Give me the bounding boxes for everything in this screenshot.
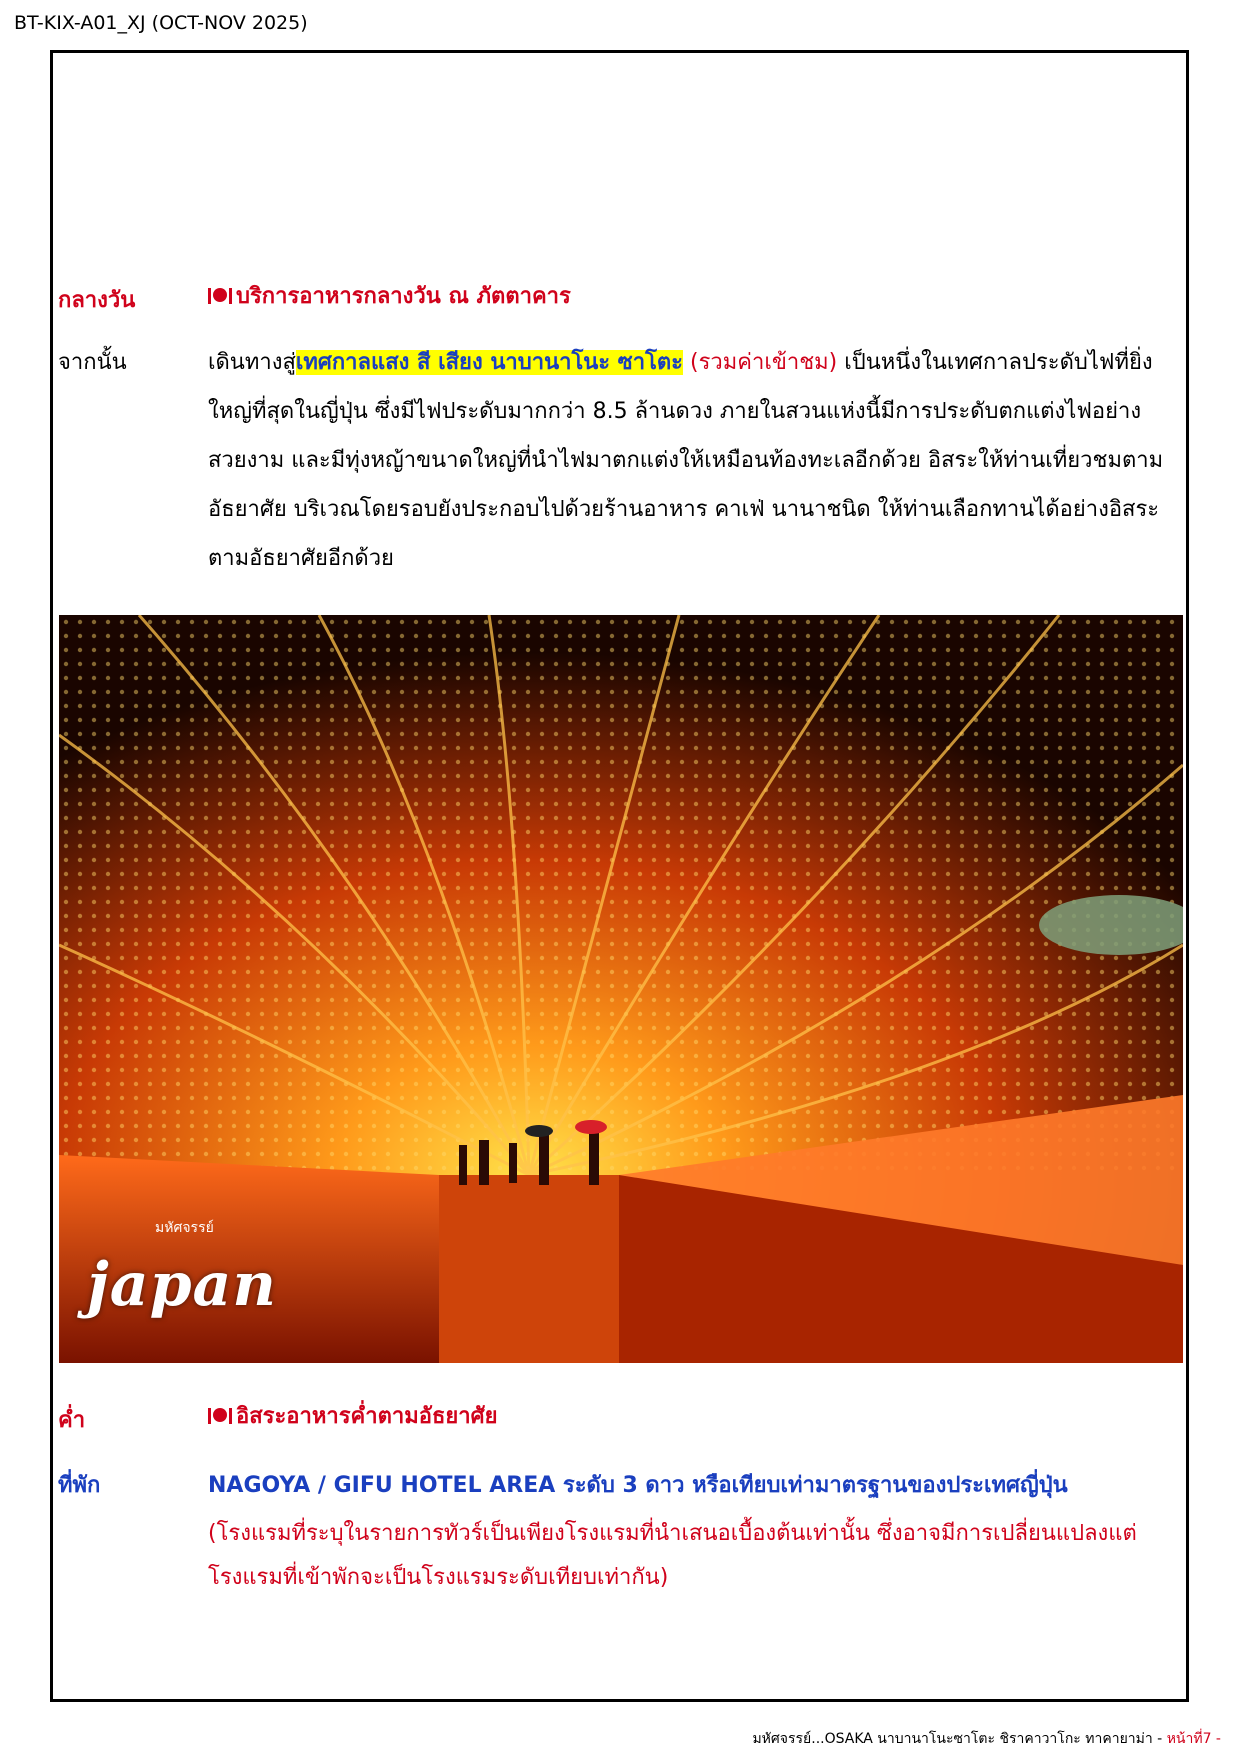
festival-photo <box>59 615 1183 1363</box>
then-content <box>208 338 1183 583</box>
hotel-label: ที่พัก <box>58 1473 101 1498</box>
hotel-text: NAGOYA / GIFU HOTEL AREA ระดับ 3 ดาว หรือเทียบเท่ามาตรฐานของประเทศญี่ปุ่น <box>208 1473 1068 1498</box>
page-footer <box>752 1728 1221 1750</box>
lunch-text: บริการอาหารกลางวัน ณ ภัตตาคาร <box>236 284 571 309</box>
row-dinner <box>58 1402 1183 1442</box>
document-code: BT-KIX-A01_XJ (OCT-NOV 2025) <box>14 12 308 34</box>
page-number: หน้าที่7 - <box>1166 1731 1221 1747</box>
then-label: จากนั้น <box>58 350 127 375</box>
lunch-label: กลางวัน <box>58 288 136 313</box>
row-hotel <box>58 1468 1183 1628</box>
footer-text: มหัศจรรย์...OSAKA นาบานาโนะซาโตะ ชิราคาวาโกะ ทาคายาม่า - <box>752 1731 1167 1747</box>
dining-icon <box>208 288 230 304</box>
dinner-label: ค่ำ <box>58 1408 86 1433</box>
dining-icon <box>208 1408 230 1424</box>
then-pre: เดินทางสู่ <box>208 350 296 375</box>
admission-note: (รวมค่าเข้าชม) <box>690 350 838 375</box>
festival-name: เทศกาลแสง สี เสียง นาบานาโนะ ซาโตะ <box>295 350 683 375</box>
row-then <box>58 338 1183 588</box>
dinner-text: อิสระอาหารค่ำตามอัธยาศัย <box>236 1404 498 1429</box>
row-lunch <box>58 282 1183 322</box>
then-body: เป็นหนึ่งในเทศกาลประดับไฟที่ยิ่งใหญ่ที่สุดในญี่ปุ่น ซึ่งมีไฟประดับมากกว่า 8.5 ล้านดวง ภายในสวนแห่งนี้มีการประดับตกแต่งไฟอย่างสวยงาม และมีทุ่งหญ้าขนาดใหญ่ที่นำไฟมาตกแต่งให้เหมือนท้องทะเลอีกด้วย อิสระให้ท่านเที่ยวชมตามอัธยาศัย บริเวณโดยรอบยังประกอบไปด้วยร้านอาหาร คาเฟ่ นานาชนิด ให้ท่านเลือกทานได้อย่างอิสระตามอัธยาศัยอีกด้วย <box>208 350 1164 571</box>
photo-subcaption: มหัศจรรย์ <box>155 1220 214 1236</box>
hotel-note: (โรงแรมที่ระบุในรายการทัวร์เป็นเพียงโรงแรมที่นำเสนอเบื้องต้นเท่านั้น ซึ่งอาจมีการเปลี่ยนแปลงแต่โรงแรมที่เข้าพักจะเป็นโรงแรมระดับเทียบเท่ากัน) <box>208 1521 1137 1590</box>
photo-watermark: japan <box>87 1250 278 1320</box>
